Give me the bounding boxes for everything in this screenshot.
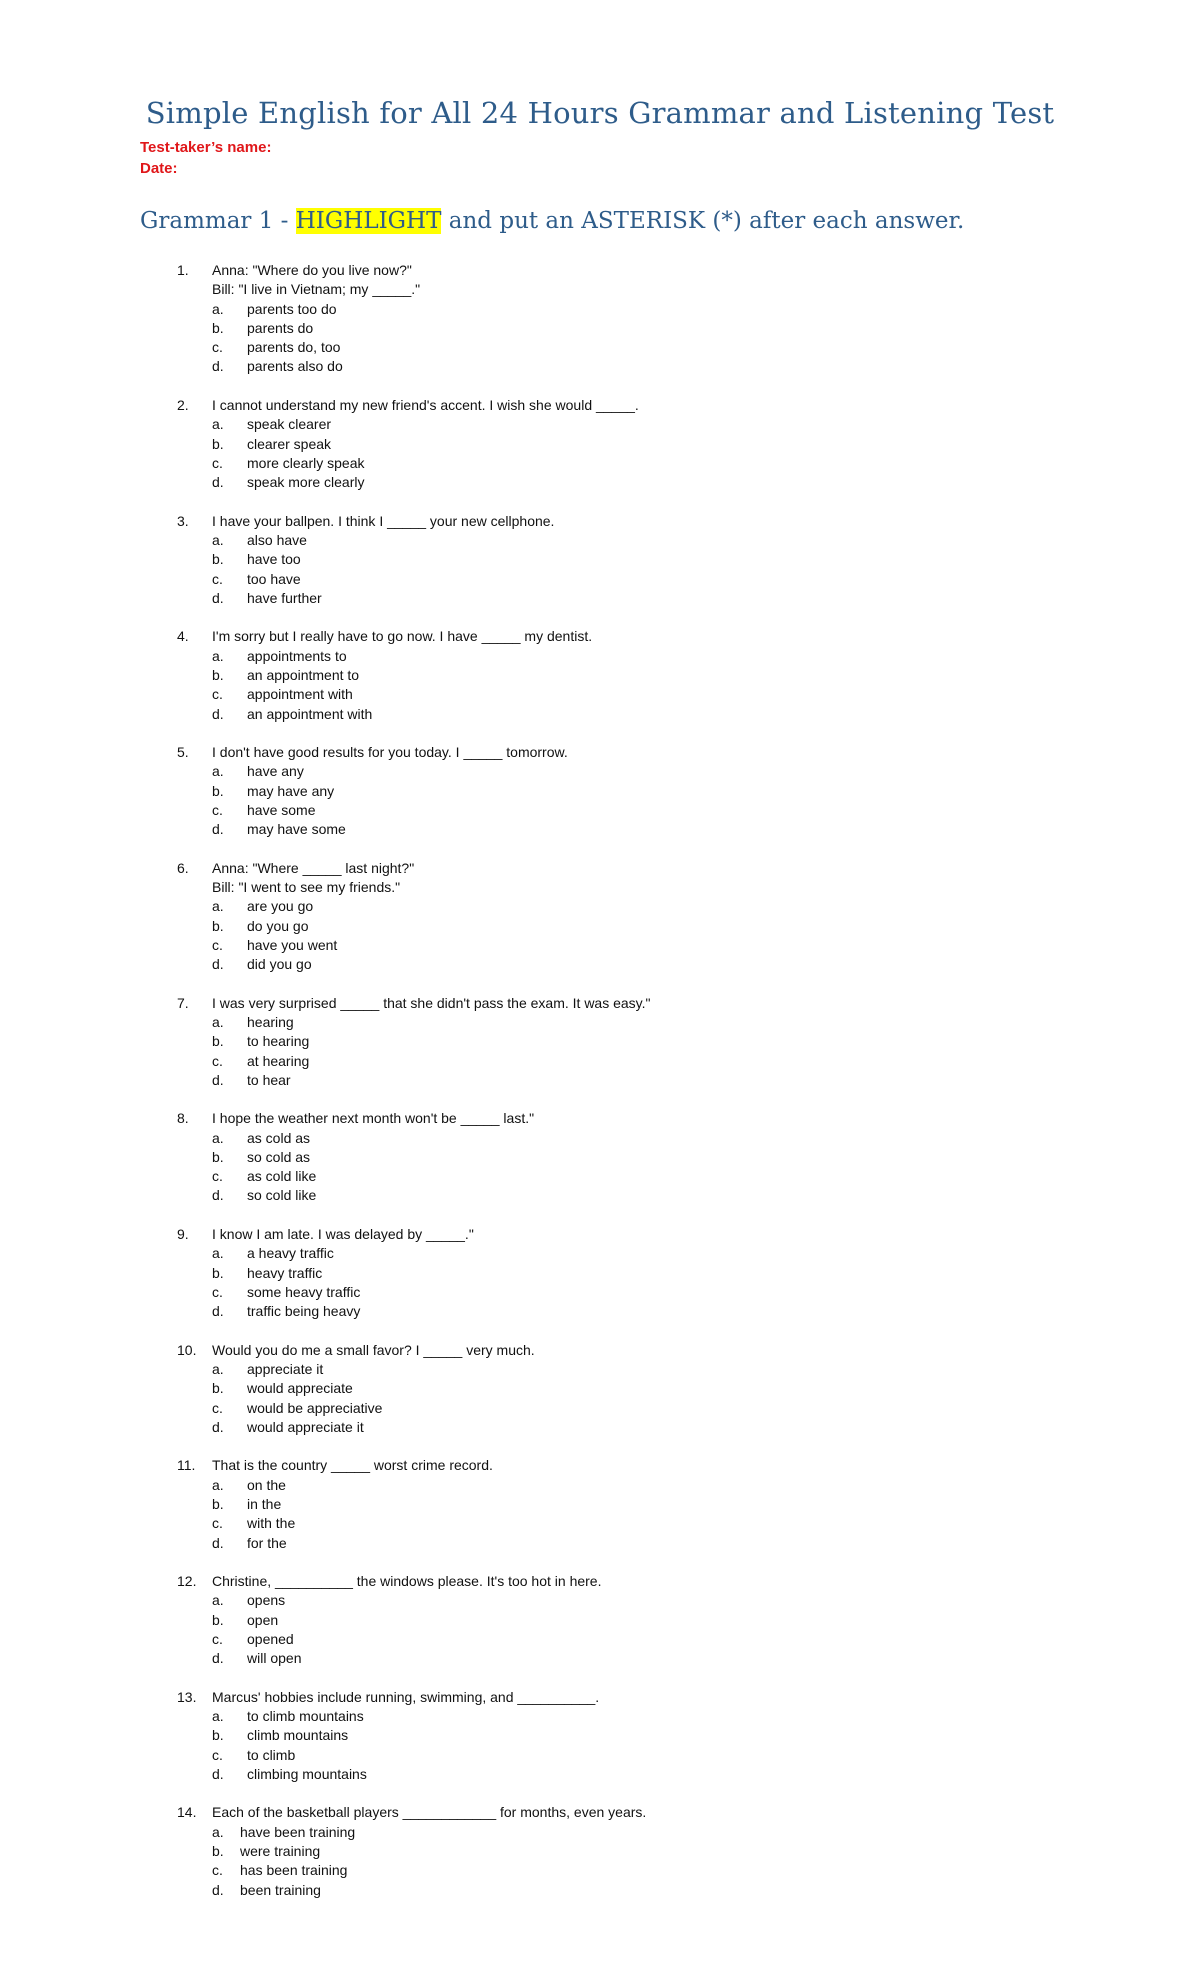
option-text: so cold like (247, 1187, 317, 1204)
answer-option[interactable] (212, 1148, 1040, 1167)
answer-option[interactable] (212, 1630, 1040, 1649)
option-text: parents do (247, 319, 314, 336)
option-text: in the (247, 1495, 282, 1512)
question-item (140, 1803, 1040, 1899)
question-item (140, 994, 1040, 1090)
option-letter: a. (212, 1592, 224, 1609)
option-text: are you go (247, 898, 314, 915)
answer-option[interactable] (212, 1244, 1040, 1263)
option-letter: d. (212, 1534, 224, 1551)
option-letter: c. (212, 1630, 223, 1647)
answer-option[interactable] (212, 1302, 1040, 1321)
question-item (140, 627, 1040, 723)
option-text: have you went (247, 936, 338, 953)
option-letter: d. (212, 1071, 224, 1088)
option-text: appointments to (247, 647, 347, 664)
option-text: have further (247, 589, 322, 606)
answer-options (212, 762, 1040, 839)
question-text: I was very surprised _____ that she didn't pass the exam. It was easy." (212, 994, 651, 1011)
question-number: 3. (177, 512, 189, 529)
option-letter: b. (212, 1033, 224, 1050)
question-item (140, 512, 1040, 608)
answer-option[interactable] (212, 1842, 1040, 1861)
option-text: appreciate it (247, 1360, 324, 1377)
option-letter: d. (212, 358, 224, 375)
option-text: more clearly speak (247, 454, 365, 471)
option-letter: d. (212, 1881, 224, 1898)
document-title: Simple English for All 24 Hours Grammar and Listening Test (145, 96, 1055, 130)
question-text: Would you do me a small favor? I _____ very much. (212, 1341, 535, 1358)
answer-option[interactable] (212, 1052, 1040, 1071)
option-text: heavy traffic (247, 1264, 323, 1281)
option-text: an appointment to (247, 666, 360, 683)
answer-option[interactable] (212, 1476, 1040, 1495)
answer-options (212, 1129, 1040, 1206)
option-text: open (247, 1611, 279, 1628)
answer-option[interactable] (212, 1186, 1040, 1205)
option-letter: d. (212, 821, 224, 838)
answer-option[interactable] (212, 1861, 1040, 1880)
question-text: I don't have good results for you today. I _____ tomorrow. (212, 743, 568, 760)
option-letter: d. (212, 705, 224, 722)
option-text: an appointment with (247, 705, 373, 722)
question-text: Anna: "Where _____ last night?" (212, 859, 415, 876)
section-heading (140, 208, 964, 234)
question-text: Anna: "Where do you live now?" (212, 262, 412, 278)
question-number: 11. (177, 1457, 196, 1474)
option-letter: c. (212, 1862, 223, 1879)
option-letter: b. (212, 435, 224, 452)
answer-option[interactable] (212, 435, 1040, 454)
option-letter: c. (212, 686, 223, 703)
option-text: to hear (247, 1071, 291, 1088)
option-letter: d. (212, 589, 224, 606)
question-item (140, 1572, 1040, 1668)
option-letter: b. (212, 319, 224, 336)
option-letter: b. (212, 782, 224, 799)
answer-options (212, 415, 1040, 492)
answer-options (212, 647, 1040, 724)
question-text: I cannot understand my new friend's accent. I wish she would _____. (212, 396, 639, 413)
question-text: I hope the weather next month won't be _____ last." (212, 1110, 535, 1127)
answer-option[interactable] (212, 1823, 1040, 1842)
answer-option[interactable] (212, 570, 1040, 589)
option-text: may have any (247, 782, 335, 799)
answer-option[interactable] (212, 782, 1040, 801)
answer-option[interactable] (212, 762, 1040, 781)
option-letter: c. (212, 801, 223, 818)
question-text: Marcus' hobbies include running, swimming, and __________. (212, 1688, 600, 1705)
answer-option[interactable] (212, 1726, 1040, 1745)
answer-option[interactable] (212, 705, 1040, 724)
question-item (140, 743, 1040, 839)
question-number: 5. (177, 743, 189, 760)
option-letter: c. (212, 1515, 223, 1532)
answer-option[interactable] (212, 801, 1040, 820)
option-letter: a. (212, 531, 224, 548)
option-letter: d. (212, 1765, 224, 1782)
option-text: traffic being heavy (247, 1303, 361, 1320)
option-letter: b. (212, 1842, 224, 1859)
question-number: 10. (177, 1341, 197, 1358)
option-text: at hearing (247, 1052, 310, 1069)
option-letter: a. (212, 1707, 224, 1724)
option-text: to climb mountains (247, 1707, 364, 1724)
option-text: appointment with (247, 686, 353, 703)
answer-option[interactable] (212, 319, 1040, 338)
option-text: to climb (247, 1746, 296, 1763)
option-text: may have some (247, 821, 346, 838)
answer-options (212, 1823, 1040, 1900)
option-letter: b. (212, 1611, 224, 1628)
option-text: been training (240, 1881, 321, 1898)
answer-option[interactable] (212, 454, 1040, 473)
question-text: I'm sorry but I really have to go now. I have _____ my dentist. (212, 628, 593, 645)
option-letter: c. (212, 1399, 223, 1416)
answer-option[interactable] (212, 1765, 1040, 1784)
answer-option[interactable] (212, 1167, 1040, 1186)
option-letter: b. (212, 1264, 224, 1281)
option-text: some heavy traffic (247, 1283, 361, 1300)
answer-option[interactable] (212, 1399, 1040, 1418)
option-letter: a. (212, 647, 224, 664)
option-letter: a. (212, 300, 224, 317)
option-letter: a. (212, 763, 224, 780)
question-number: 12. (177, 1572, 197, 1589)
option-letter: c. (212, 1746, 223, 1763)
option-text: so cold as (247, 1148, 311, 1165)
question-number: 8. (177, 1110, 189, 1127)
answer-option[interactable] (212, 647, 1040, 666)
question-item (140, 859, 1040, 975)
answer-option[interactable] (212, 1013, 1040, 1032)
answer-options (212, 1244, 1040, 1321)
question-number: 4. (177, 628, 189, 645)
option-text: climbing mountains (247, 1765, 367, 1782)
option-text: as cold like (247, 1168, 317, 1185)
question-number: 7. (177, 994, 189, 1011)
option-letter: c. (212, 339, 223, 356)
question-text: Christine, __________ the windows please. It's too hot in here. (212, 1572, 602, 1589)
option-text: parents too do (247, 300, 337, 317)
option-text: too have (247, 570, 301, 587)
question-text: Bill: "I went to see my friends." (212, 878, 401, 895)
option-text: with the (247, 1515, 296, 1532)
answer-option[interactable] (212, 685, 1040, 704)
answer-option[interactable] (212, 531, 1040, 550)
question-number: 2. (177, 396, 189, 413)
test-taker-name-label: Test-taker’s name: (140, 139, 272, 156)
question-item (140, 261, 1040, 377)
option-text: have some (247, 801, 316, 818)
question-item (140, 1688, 1040, 1784)
option-letter: d. (212, 1418, 224, 1435)
option-letter: d. (212, 1187, 224, 1204)
option-text: as cold as (247, 1129, 311, 1146)
option-text: parents also do (247, 358, 343, 375)
answer-option[interactable] (212, 1032, 1040, 1051)
question-list (140, 261, 1040, 1919)
answer-option[interactable] (212, 1495, 1040, 1514)
option-text: have been training (240, 1823, 356, 1840)
option-letter: b. (212, 1148, 224, 1165)
option-text: a heavy traffic (247, 1245, 334, 1262)
option-text: opened (247, 1630, 294, 1647)
answer-option[interactable] (212, 1707, 1040, 1726)
question-text: I know I am late. I was delayed by _____." (212, 1225, 474, 1242)
option-letter: d. (212, 474, 224, 491)
option-text: have any (247, 763, 304, 780)
answer-option[interactable] (212, 1591, 1040, 1610)
option-text: will open (247, 1650, 302, 1667)
answer-options (212, 531, 1040, 608)
option-text: did you go (247, 956, 312, 973)
answer-option[interactable] (212, 1534, 1040, 1553)
answer-option[interactable] (212, 338, 1040, 357)
option-text: climb mountains (247, 1727, 349, 1744)
option-letter: a. (212, 1476, 224, 1493)
option-letter: b. (212, 1495, 224, 1512)
answer-option[interactable] (212, 550, 1040, 569)
option-letter: b. (212, 1727, 224, 1744)
option-text: hearing (247, 1013, 294, 1030)
answer-option[interactable] (212, 917, 1040, 936)
option-text: speak more clearly (247, 474, 365, 491)
answer-option[interactable] (212, 1264, 1040, 1283)
question-number: 13. (177, 1688, 197, 1705)
answer-options (212, 897, 1040, 974)
answer-option[interactable] (212, 820, 1040, 839)
option-letter: c. (212, 936, 223, 953)
section-heading-suffix: and put an ASTERISK (*) after each answer. (441, 208, 965, 234)
question-number: 9. (177, 1225, 189, 1242)
option-letter: c. (212, 1168, 223, 1185)
option-letter: b. (212, 666, 224, 683)
question-text: Each of the basketball players ____________ for months, even years. (212, 1804, 647, 1821)
option-text: would appreciate it (247, 1418, 364, 1435)
question-item (140, 1341, 1040, 1437)
answer-option[interactable] (212, 1379, 1040, 1398)
option-letter: c. (212, 570, 223, 587)
answer-options (212, 1707, 1040, 1784)
option-letter: c. (212, 454, 223, 471)
answer-option[interactable] (212, 1649, 1040, 1668)
answer-option[interactable] (212, 415, 1040, 434)
answer-option[interactable] (212, 936, 1040, 955)
question-text: I have your ballpen. I think I _____ your new cellphone. (212, 512, 555, 529)
answer-option[interactable] (212, 1611, 1040, 1630)
answer-option[interactable] (212, 1514, 1040, 1533)
question-item (140, 396, 1040, 492)
option-letter: a. (212, 416, 224, 433)
section-heading-highlight: HIGHLIGHT (295, 208, 442, 234)
answer-option[interactable] (212, 666, 1040, 685)
answer-option[interactable] (212, 300, 1040, 319)
question-number: 6. (177, 859, 189, 876)
answer-options (212, 1360, 1040, 1437)
option-text: on the (247, 1476, 286, 1493)
answer-option[interactable] (212, 1746, 1040, 1765)
option-text: to hearing (247, 1033, 310, 1050)
section-heading-prefix: Grammar 1 - (140, 208, 296, 234)
option-text: clearer speak (247, 435, 332, 452)
option-text: for the (247, 1534, 287, 1551)
option-letter: b. (212, 551, 224, 568)
question-number: 1. (177, 262, 189, 278)
option-text: opens (247, 1592, 286, 1609)
option-text: parents do, too (247, 339, 341, 356)
option-letter: b. (212, 917, 224, 934)
option-text: speak clearer (247, 416, 332, 433)
question-text: That is the country _____ worst crime record. (212, 1457, 493, 1474)
option-letter: a. (212, 1129, 224, 1146)
option-text: would be appreciative (247, 1399, 383, 1416)
answer-option[interactable] (212, 1071, 1040, 1090)
answer-option[interactable] (212, 1283, 1040, 1302)
option-letter: a. (212, 1245, 224, 1262)
option-letter: a. (212, 1013, 224, 1030)
option-text: do you go (247, 917, 309, 934)
answer-option[interactable] (212, 1881, 1040, 1900)
answer-option[interactable] (212, 357, 1040, 376)
answer-options (212, 300, 1040, 377)
option-letter: a. (212, 898, 224, 915)
answer-option[interactable] (212, 589, 1040, 608)
option-text: have too (247, 551, 301, 568)
option-letter: c. (212, 1052, 223, 1069)
answer-option[interactable] (212, 1129, 1040, 1148)
option-letter: b. (212, 1380, 224, 1397)
answer-options (212, 1591, 1040, 1668)
question-text: Bill: "I live in Vietnam; my _____." (212, 281, 421, 298)
question-item (140, 1456, 1040, 1552)
answer-options (212, 1476, 1040, 1553)
option-letter: d. (212, 1303, 224, 1320)
option-letter: a. (212, 1360, 224, 1377)
option-text: were training (240, 1842, 321, 1859)
answer-option[interactable] (212, 1360, 1040, 1379)
answer-option[interactable] (212, 473, 1040, 492)
answer-option[interactable] (212, 897, 1040, 916)
option-text: has been training (240, 1862, 348, 1879)
question-item (140, 1109, 1040, 1205)
option-letter: a. (212, 1823, 224, 1840)
answer-options (212, 1013, 1040, 1090)
answer-option[interactable] (212, 1418, 1040, 1437)
option-letter: c. (212, 1283, 223, 1300)
option-text: also have (247, 531, 307, 548)
question-number: 14. (177, 1804, 197, 1821)
answer-option[interactable] (212, 955, 1040, 974)
option-text: would appreciate (247, 1380, 353, 1397)
option-letter: d. (212, 1650, 224, 1667)
question-item (140, 1225, 1040, 1321)
date-label: Date: (140, 160, 178, 177)
option-letter: d. (212, 956, 224, 973)
